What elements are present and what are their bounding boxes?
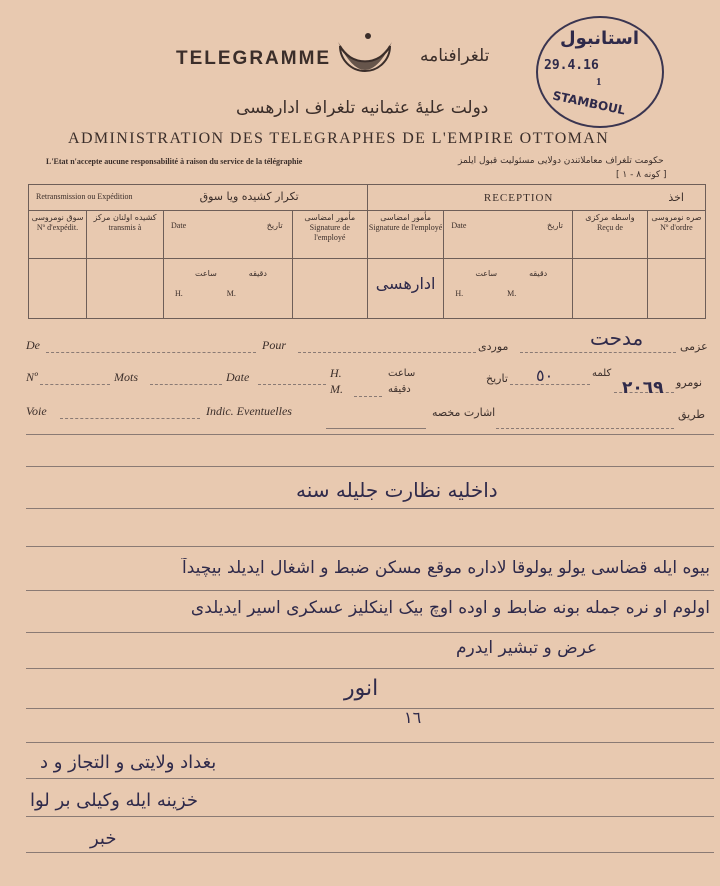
col-label-fr: Date [171, 221, 187, 230]
h-field-label: H. [330, 366, 342, 380]
col-label-ot: صره نومروسی [651, 213, 702, 222]
col-label-fr: Signature de l'employé [309, 223, 350, 242]
number-handwriting: ٢٠٦٩ [622, 378, 664, 398]
col-order-number [647, 211, 705, 259]
note-line-3: خبر [90, 828, 117, 849]
cell-received-from [572, 259, 647, 319]
title-latin: TELEGRAMME [176, 48, 332, 69]
col-label-ot: سوق نومروسی [31, 213, 84, 222]
body-line-1: بیوه ایله قضاسی یولو یولوقا لاداره موقع مسکن ضبط و اشغال ایدیلد بیچیدآ [182, 558, 710, 578]
col-label-ot: کشیده اولنان مرکز [93, 213, 157, 222]
cell-date-in [444, 259, 573, 319]
cell-expedition-number [29, 259, 87, 319]
m-label: M. [507, 289, 517, 298]
h-label: H. [175, 289, 183, 298]
m-label: M. [226, 289, 236, 298]
col-label-fr: Nº d'expédit. [36, 223, 79, 232]
stamp-ottoman: استانبول [560, 28, 639, 49]
reception-ottoman: اخذ [668, 190, 684, 204]
note-line-1: بغداد ولایتی و التجاز و د [40, 752, 217, 773]
cell-signature-in [367, 259, 443, 319]
col-signature-in [367, 211, 443, 259]
pour-label: Pour [262, 338, 286, 352]
disclaimer-fr: L'Etat n'accepte aucune responsabilité à raison du service de la télégraphie [46, 157, 303, 166]
dakika-label: دقیقه [248, 269, 267, 278]
col-expedition-number [29, 211, 87, 259]
col-transmitted-to [87, 211, 164, 259]
col-signature-out [292, 211, 367, 259]
col-label-ot: مأمور امضاسی [304, 213, 356, 222]
col-label-ot: تاریخ [547, 221, 563, 230]
col-label-fr: Date [451, 221, 467, 230]
note-line-2: خزینه ایله وکیلی بر لوا [30, 790, 199, 811]
dakika-field-label: دقیقه [388, 384, 411, 395]
col-label-fr: Signature de l'employé [368, 223, 443, 232]
transmission-table [28, 184, 706, 319]
postmark-stamp [536, 16, 664, 128]
h-label: H. [455, 289, 464, 298]
words-handwriting: ٥٠ [536, 366, 554, 385]
dakika-label: دقیقه [529, 269, 548, 278]
tarik-label: طریق [678, 408, 706, 421]
saat-label: ساعت [195, 269, 217, 278]
reception-signature: ادارهسی [375, 274, 436, 293]
reception-header [367, 185, 705, 211]
kelime-field-label: کلمه [592, 368, 612, 379]
crescent-icon [330, 26, 400, 90]
administration-heading: ADMINISTRATION DES TELEGRAPHES DE L'EMPIRE OTTOMAN [68, 130, 610, 147]
signature-date: ١٦ [404, 708, 422, 727]
m-field-label: M. [330, 382, 343, 396]
recipient-handwriting: داخلیه نظارت جلیله سنه [296, 478, 498, 502]
cell-date-out [164, 259, 293, 319]
cell-order-number [647, 259, 705, 319]
saat-label: ساعت [475, 269, 498, 278]
col-label-ot: واسطه مرکزی [585, 213, 635, 222]
retransmission-header [29, 185, 368, 211]
voie-label: Voie [26, 404, 47, 418]
stamp-date: 29.4.16 [544, 58, 599, 73]
col-label-fr: transmis à [108, 223, 142, 232]
body-line-3: عرض و تبشیر ایدرم [456, 638, 598, 658]
mots-label: Mots [114, 370, 138, 384]
col-date-out [164, 211, 293, 259]
stamp-city: STAMBOUL [551, 88, 627, 118]
title-ottoman: تلغرافنامه [420, 46, 490, 66]
origin-handwriting: مدحت [590, 326, 644, 350]
mevridi-label: موردی [478, 340, 509, 353]
col-label-ot: مأمور امضاسی [380, 213, 432, 222]
col-date-in [444, 211, 573, 259]
reception-label: RECEPTION [483, 191, 554, 204]
col-label-ot: تاریخ [266, 221, 283, 230]
col-received-from [572, 211, 647, 259]
signature-handwriting: انور [344, 676, 379, 701]
tarih-field-label: تاریخ [486, 372, 508, 385]
saat-field-label: ساعت [388, 368, 416, 379]
cell-signature-out [292, 259, 367, 319]
retransmission-label: Retransmission ou Expédition [36, 192, 133, 201]
cell-transmitted-to [87, 259, 164, 319]
form-number: [ کونه ٨ - ١ ] [616, 170, 667, 180]
isharat-label: اشارت مخصه [432, 406, 496, 419]
state-ottoman: دولت علیهٔ عثمانیه تلغراف ادارهسی [236, 98, 489, 118]
body-line-2: اولوم او نره جمله بونه ضابط و اوده اوچ بیک اینکلیز عسکری اسیر ایدیلدی [190, 598, 710, 618]
retransmission-ottoman: تکرار کشیده ویا سوق [199, 190, 299, 203]
no-label: Nº [26, 370, 38, 384]
disclaimer-ottoman: حکومت تلغراف معاملاتندن دولایی مسئولیت قبول ایلمز [458, 156, 664, 166]
azimi-label: عزمی [680, 340, 708, 353]
numero-field-label: نومرو [676, 376, 703, 389]
date-label: Date [226, 370, 250, 384]
col-label-fr: Reçu de [596, 223, 623, 232]
stamp-number: 1 [596, 76, 602, 88]
de-label: De [26, 338, 40, 352]
col-label-fr: Nº d'ordre [660, 223, 693, 232]
indic-label: Indic. Eventuelles [206, 404, 292, 418]
